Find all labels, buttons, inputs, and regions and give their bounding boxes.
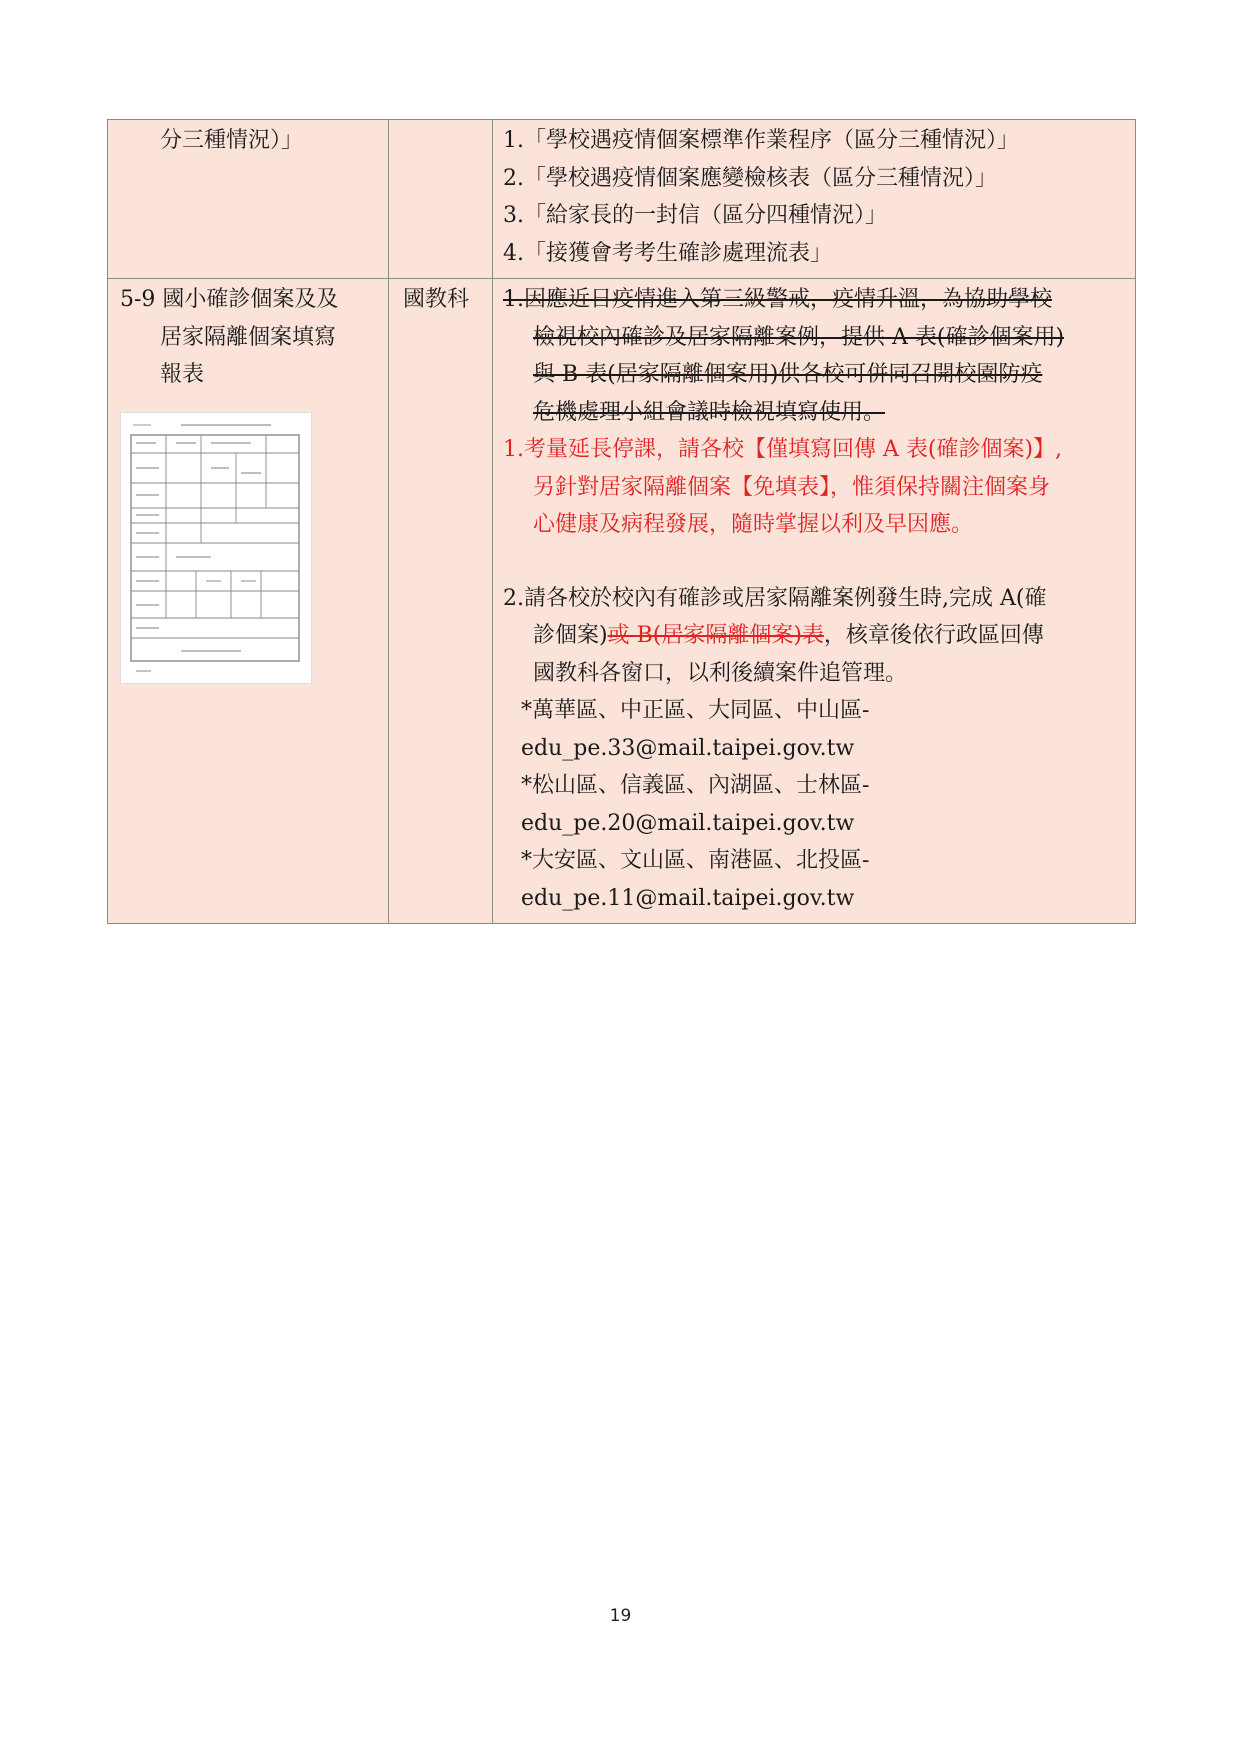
- item-title: 報表: [160, 362, 205, 387]
- list-item: 2.「學校遇疫情個案應變檢核表（區分三種情況）」: [503, 165, 997, 191]
- content-cell: [493, 279, 1136, 924]
- table-row: [108, 279, 1136, 924]
- list-item: 3.「給家長的一封信（區分四種情況）」: [503, 203, 887, 228]
- contact-districts: *松山區、信義區、內湖區、士林區-: [521, 773, 870, 798]
- struck-inline-text: 或 B(居家隔離個案)表: [607, 623, 824, 648]
- notice-line: 另針對居家隔離個案【免填表】，惟須保持關注個案身: [533, 474, 1051, 500]
- page-number: 19: [609, 1606, 632, 1626]
- contact-districts: *萬華區、中正區、大同區、中山區-: [521, 698, 870, 723]
- struck-paragraph: [503, 281, 1125, 431]
- item-title: 居家隔離個案填寫: [160, 324, 337, 350]
- contact-email: edu_pe.20@mail.taipei.gov.tw: [521, 810, 855, 836]
- unit-cell: [389, 279, 493, 924]
- struck-line: 危機處理小組會議時檢視填寫使用。: [533, 399, 886, 425]
- content-cell: [493, 120, 1136, 279]
- notice-line: 心健康及病程發展，隨時掌握以利及早因應。: [533, 512, 974, 537]
- contact-email: edu_pe.33@mail.taipei.gov.tw: [521, 735, 855, 761]
- unit-cell: [389, 120, 493, 279]
- form-thumbnail-image: [120, 412, 312, 684]
- instruction-line: 國教科各窗口，以利後續案件追管理。: [533, 660, 908, 686]
- table-row: [108, 120, 1136, 279]
- unit-label: 國教科: [403, 287, 470, 312]
- instruction-text: ，核章後依行政區回傳: [823, 623, 1044, 648]
- instruction-line: [503, 617, 1125, 655]
- document-table: [107, 119, 1136, 924]
- struck-line: 與 B 表(居家隔離個案用)供各校可併同召開校園防疫: [533, 362, 1043, 387]
- form-thumbnail-icon: [121, 413, 311, 683]
- list-item: 1.「學校遇疫情個案標準作業程序（區分三種情況）」: [503, 128, 1019, 153]
- contact-districts: *大安區、文山區、南港區、北投區-: [521, 848, 870, 873]
- instruction-text: 診個案): [533, 623, 608, 648]
- instruction-line: 2.請各校於校內有確診或居家隔離案例發生時,完成 A(確: [503, 585, 1047, 611]
- notice-line: 1.考量延長停課，請各校【僅填寫回傳 A 表(確診個案)】,: [503, 437, 1063, 462]
- red-notice-paragraph: [503, 431, 1125, 544]
- item-cell: [108, 120, 389, 279]
- item-title: 5-9 國小確診個案及及: [120, 287, 339, 312]
- struck-line: 1.因應近日疫情進入第三級警戒，疫情升溫，為協助學校: [503, 287, 1052, 312]
- item-cell: [108, 279, 389, 924]
- contact-email: edu_pe.11@mail.taipei.gov.tw: [521, 885, 855, 911]
- item-text: 分三種情況）」: [160, 128, 304, 153]
- list-item: 4.「接獲會考考生確診處理流表」: [503, 240, 832, 266]
- struck-line: 檢視校內確診及居家隔離案例，提供 A 表(確診個案用): [533, 324, 1065, 350]
